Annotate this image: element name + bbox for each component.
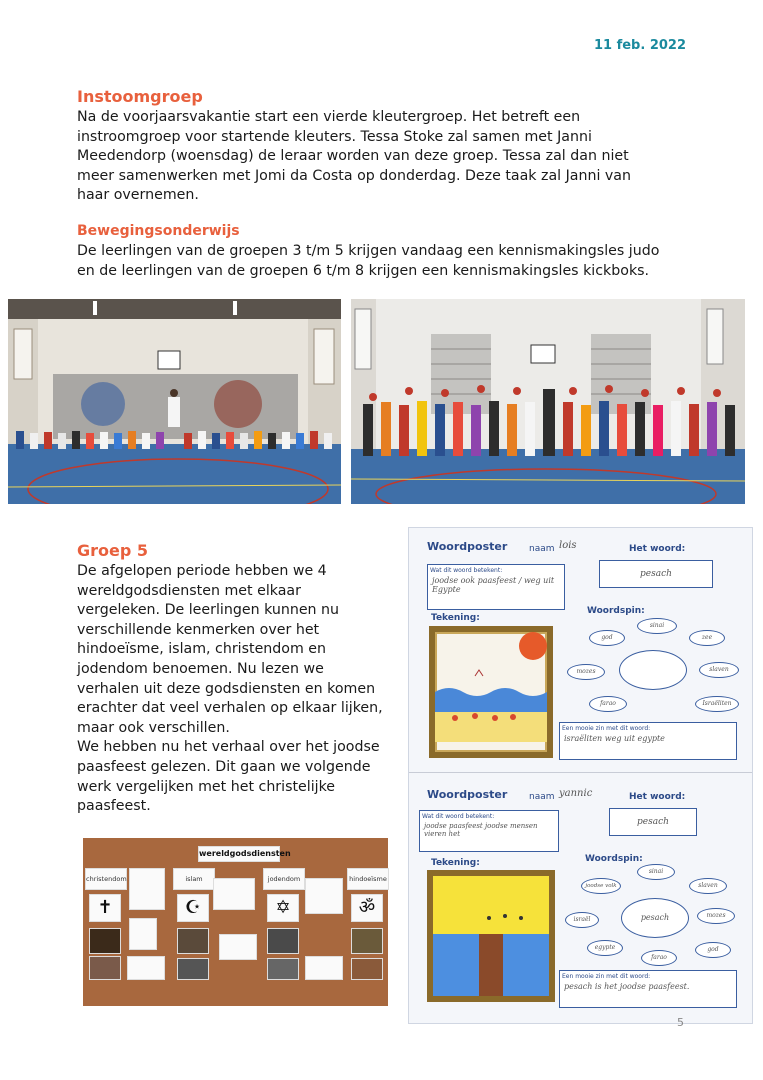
photo-card [89, 928, 121, 954]
spin-oval [587, 940, 623, 956]
spin-word: mozes [576, 668, 596, 675]
spin-oval [637, 864, 675, 880]
text-line: meer samenwerken met Jomi da Costa op donderdag. Deze taak zal Janni van [77, 167, 631, 184]
naam-label: naam [529, 792, 555, 802]
gym-photo-kickboks [351, 299, 745, 504]
board-label-islam: islam [173, 868, 215, 890]
sentence-box [559, 970, 737, 1008]
board-label-jodendom: jodendom [263, 868, 305, 890]
heading-groep-5: Groep 5 [77, 541, 149, 560]
spin-oval [565, 912, 599, 928]
cross-icon: ✝ [89, 894, 121, 922]
board-title: wereldgodsdiensten [198, 846, 280, 862]
spin-word: zee [701, 634, 713, 641]
sentence-label: Een mooie zin met dit woord: [562, 973, 651, 980]
text-line: We hebben nu het verhaal over het joodse [77, 739, 380, 756]
drawing-frame [429, 626, 553, 758]
student-name: lois [559, 540, 577, 551]
info-card [129, 868, 165, 910]
spin-oval [695, 696, 739, 712]
meaning-label: Wat dit woord betekent: [430, 567, 503, 574]
spin-word: god [707, 946, 719, 953]
info-card [305, 878, 343, 914]
spin-oval [589, 696, 627, 712]
heading-bewegingsonderwijs: Bewegingsonderwijs [77, 223, 240, 239]
info-card [129, 918, 157, 950]
drawing-label: Tekening: [431, 613, 480, 623]
photo-card [89, 956, 121, 980]
spin-center [621, 898, 689, 938]
spin-word: farao [651, 954, 667, 961]
text-line: instroomgroep voor startende kleuters. Tessa Stoke zal samen met Janni [77, 128, 592, 145]
text-line: verschillende kenmerken over het [77, 621, 320, 638]
spin-label: Woordspin: [587, 606, 645, 616]
spin-word: slaven [709, 666, 729, 673]
text-line: haar overnemen. [77, 187, 199, 204]
worksheet-title: Woordposter [427, 788, 508, 801]
spin-oval [689, 630, 725, 646]
spin-word: sinai [649, 622, 665, 629]
page-number: 5 [677, 1016, 684, 1029]
info-card [219, 934, 257, 960]
spin-label: Woordspin: [585, 854, 643, 864]
text-line: Meedendorp (woensdag) de leraar worden van deze groep. Tessa zal dan niet [77, 148, 629, 165]
crescent-icon: ☪ [177, 894, 209, 922]
meaning-text: joodse ook paasfeest / weg uit Egypte [432, 576, 555, 594]
text-line: erachter dat veel verhalen op elkaar lijken, [77, 700, 383, 717]
spin-oval [567, 664, 605, 680]
heading-instoomgroep: Instoomgroep [77, 87, 203, 106]
info-card [305, 956, 343, 980]
photo-card [267, 958, 299, 980]
word-label: Het woord: [629, 544, 686, 554]
text-line: jodendom benoemen. Nu lezen we [77, 660, 324, 677]
text-line: Na de voorjaarsvakantie start een vierde kleutergroep. Het betreft een [77, 109, 581, 125]
text-line: hindoeïsme, islam, christendom en [77, 641, 327, 658]
text-line: werk vergelijken met het christelijke [77, 778, 336, 795]
star-of-david-icon: ✡ [267, 894, 299, 922]
spin-center [619, 650, 687, 690]
word-value: pesach [637, 817, 669, 827]
bewegingsonderwijs-paragraph [77, 242, 727, 281]
spin-word: mozes [706, 912, 726, 919]
spin-oval [695, 942, 731, 958]
text-line: paasfeest. [77, 798, 151, 815]
photo-card [351, 958, 383, 980]
drawing-label: Tekening: [431, 858, 480, 868]
spin-word: Israëliten [702, 700, 732, 707]
groep-5-paragraph [77, 562, 402, 817]
worksheet-title: Woordposter [427, 540, 508, 553]
meaning-label: Wat dit woord betekent: [422, 813, 495, 820]
spin-oval [589, 630, 625, 646]
photo-card [177, 958, 209, 980]
spin-word: farao [600, 700, 616, 707]
instoomgroep-paragraph [77, 108, 717, 206]
spin-oval [581, 878, 621, 894]
sentence-label: Een mooie zin met dit woord: [562, 725, 651, 732]
meaning-text: joodse paasfeest joodse mensen vieren het [424, 822, 538, 838]
photo-card [351, 928, 383, 954]
text-line: en de leerlingen van de groepen 6 t/m 8 krijgen een kennismakingsles kickboks. [77, 262, 650, 279]
text-line: wereldgodsdiensten met elkaar [77, 582, 301, 599]
sentence-text: israëliten weg uit egypte [564, 734, 665, 743]
drawing-frame [427, 870, 555, 1002]
religions-board-photo [83, 838, 388, 1006]
spin-word: israël [573, 916, 591, 923]
page-date: 11 feb. 2022 [593, 38, 686, 53]
spin-oval [641, 950, 677, 966]
naam-label: naam [529, 544, 555, 554]
photo-card [177, 928, 209, 954]
meaning-box [427, 564, 565, 610]
sentence-text: pesach is het joodse paasfeest. [564, 982, 690, 991]
sheet-divider [409, 772, 752, 773]
text-line: paasfeest gelezen. Dit gaan we volgende [77, 758, 371, 775]
spin-center-word: pesach [640, 913, 670, 922]
board-label-christendom: christendom [85, 868, 127, 890]
spin-word: slaven [698, 882, 718, 889]
spin-oval [699, 662, 739, 678]
spin-oval [697, 908, 735, 924]
spin-word: egypte [594, 944, 616, 951]
spin-word: sinai [648, 868, 664, 875]
sentence-box [559, 722, 737, 760]
spin-oval [689, 878, 727, 894]
spin-word: god [601, 634, 613, 641]
student-name: yannic [559, 788, 593, 799]
om-icon: ॐ [351, 894, 383, 922]
text-line: De leerlingen van de groepen 3 t/m 5 krijgen vandaag een kennismakingsles judo [77, 243, 660, 259]
text-line: maar ook verschillen. [77, 719, 230, 736]
info-card [127, 956, 165, 980]
word-banner [609, 808, 697, 836]
text-line: De afgelopen periode hebben we 4 [77, 563, 327, 579]
meaning-box [419, 810, 559, 852]
board-label-hindoeisme: hindoeïsme [347, 868, 389, 890]
photo-card [267, 928, 299, 954]
gym-photo-judo [8, 299, 341, 504]
text-line: vergeleken. De leerlingen kunnen nu [77, 602, 340, 619]
info-card [213, 878, 255, 910]
word-value: pesach [640, 569, 672, 579]
spin-oval [637, 618, 677, 634]
text-line: verhalen uit deze godsdiensten en komen [77, 680, 376, 697]
word-banner [599, 560, 713, 588]
word-label: Het woord: [629, 792, 686, 802]
woordposter-photo [408, 527, 753, 1024]
spin-word: joodse volk [585, 883, 617, 889]
